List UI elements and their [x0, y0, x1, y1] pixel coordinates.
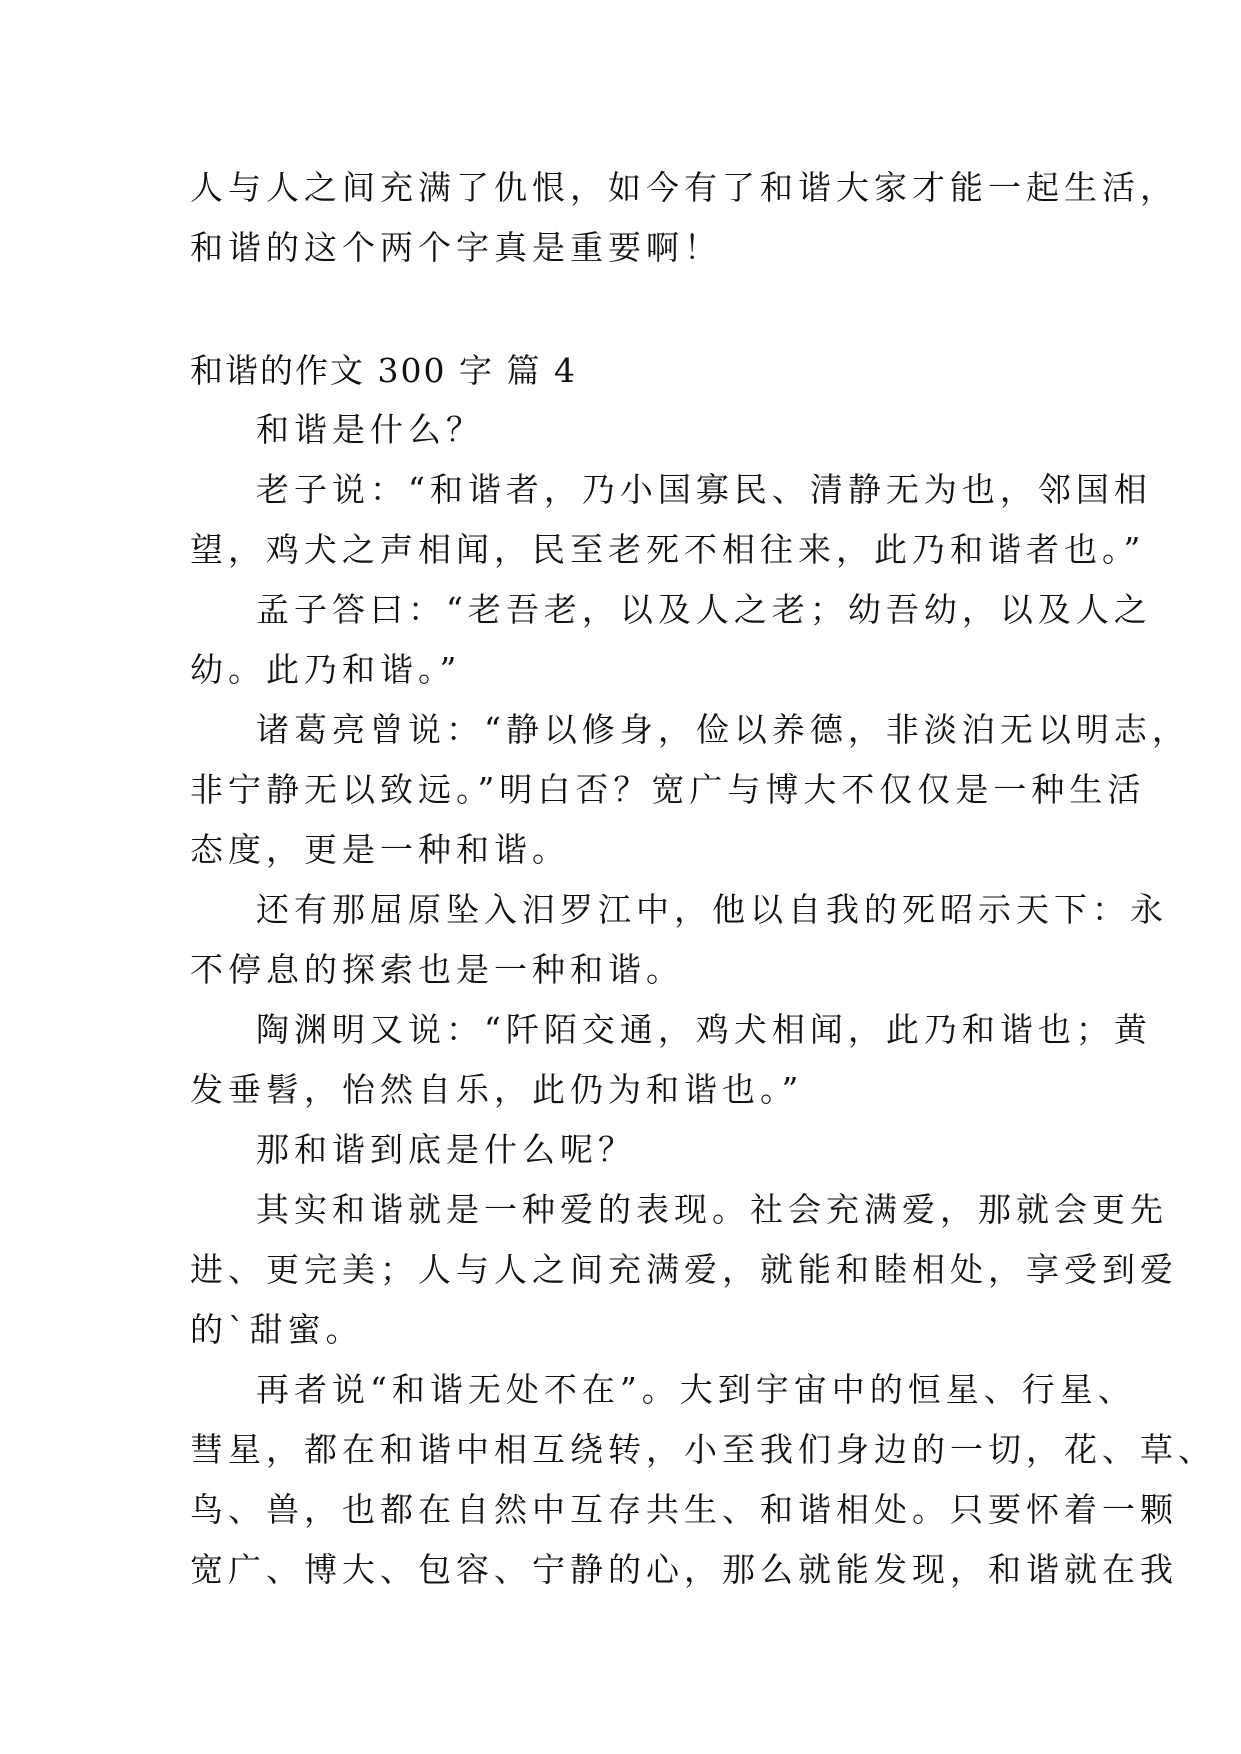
body-line: 发垂髫，怡然自乐，此仍为和谐也。”	[190, 1070, 804, 1109]
body-line: 进、更完美；人与人之间充满爱，就能和睦相处，享受到爱	[190, 1250, 1178, 1289]
body-line: 还有那屈原坠入汨罗江中，他以自我的死昭示天下：永	[256, 890, 1168, 929]
body-line: 望，鸡犬之声相闻，民至老死不相往来，此乃和谐者也。”	[190, 530, 1146, 569]
body-line: 孟子答曰：“老吾老，以及人之老；幼吾幼，以及人之	[256, 590, 1152, 629]
body-line: 鸟、兽，也都在自然中互存共生、和谐相处。只要怀着一颗	[190, 1490, 1178, 1529]
body-line: 宽广、博大、包容、宁静的心，那么就能发现，和谐就在我	[190, 1550, 1178, 1589]
body-line: 不停息的探索也是一种和谐。	[190, 950, 684, 989]
body-line: 和谐是什么？	[256, 410, 484, 449]
body-line: 其实和谐就是一种爱的表现。社会充满爱，那就会更先	[256, 1190, 1168, 1229]
body-line: 彗星，都在和谐中相互绕转，小至我们身边的一切，花、草、	[190, 1430, 1216, 1469]
body-line: 老子说：“和谐者，乃小国寡民、清静无为也，邻国相	[256, 470, 1152, 509]
section-title: 和谐的作文 300 字 篇 4	[190, 351, 577, 390]
body-line: 诸葛亮曾说：“静以修身，俭以养德，非淡泊无以明志，	[256, 710, 1190, 749]
body-line: 幼。此乃和谐。”	[190, 650, 462, 689]
body-line: 态度，更是一种和谐。	[190, 830, 570, 869]
intro-line-1: 人与人之间充满了仇恨，如今有了和谐大家才能一起生活，	[190, 168, 1178, 207]
body-line: 陶渊明又说：“阡陌交通，鸡犬相闻，此乃和谐也；黄	[256, 1010, 1152, 1049]
body-line: 非宁静无以致远。”明白否？宽广与博大不仅仅是一种生活	[190, 770, 1146, 809]
body-line: 的`甜蜜。	[190, 1310, 364, 1349]
body-line: 那和谐到底是什么呢？	[256, 1130, 636, 1169]
body-line: 再者说“和谐无处不在”。大到宇宙中的恒星、行星、	[256, 1370, 1136, 1409]
intro-line-2: 和谐的这个两个字真是重要啊！	[190, 228, 722, 267]
